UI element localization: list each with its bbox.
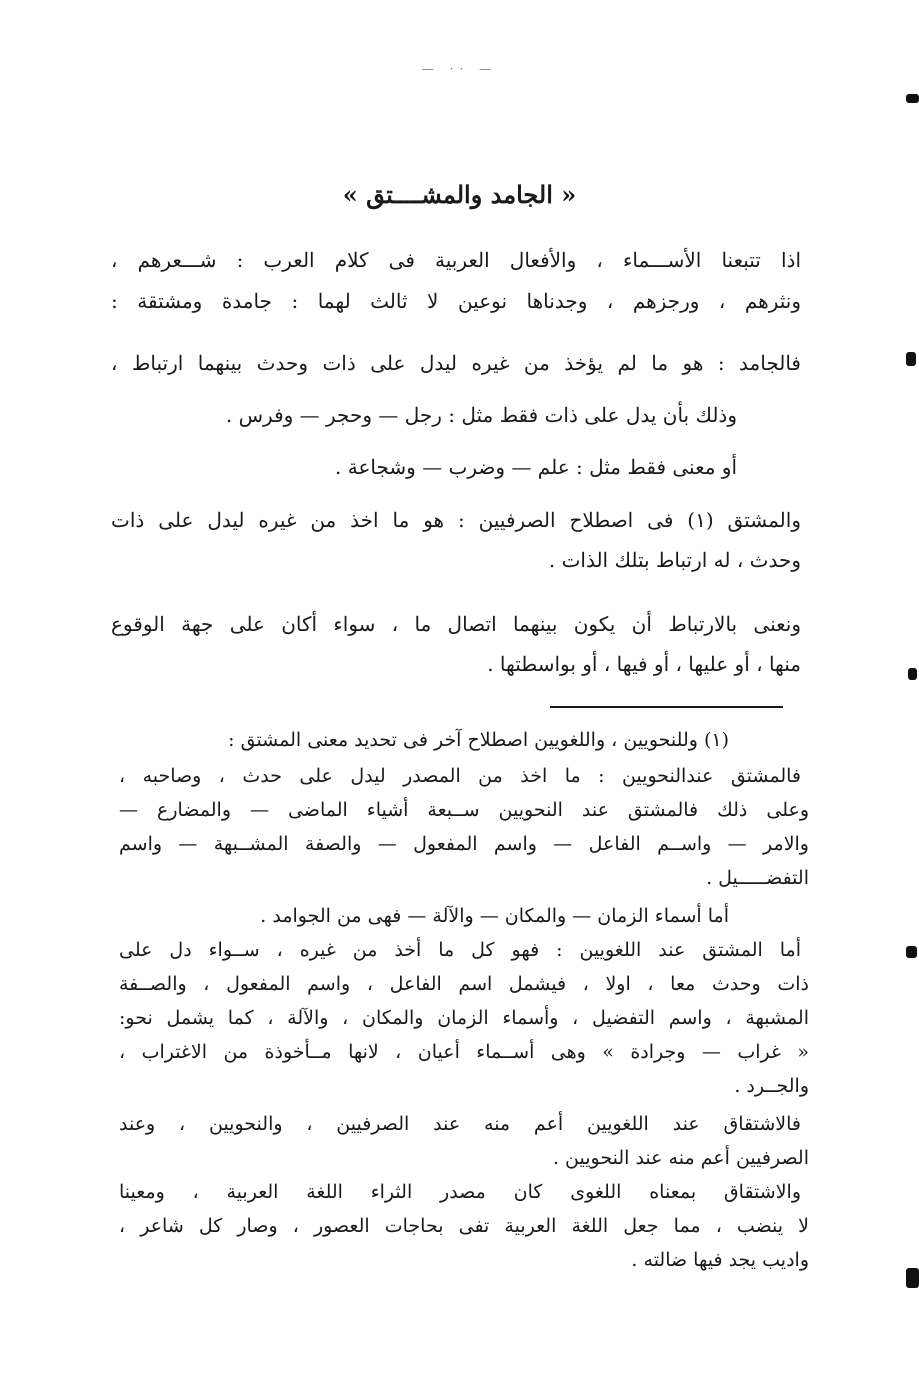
scan-edge-mark — [906, 1268, 919, 1288]
scan-edge-mark — [906, 94, 919, 103]
footnote-line: (١) وللنحويين ، واللغويين اصطلاح آخر فى تحديد معنى المشتق : — [228, 729, 729, 751]
scan-edge-mark — [906, 946, 917, 958]
body-line: ونعنى بالارتباط أن يكون بينهما اتصال ما ، سواء أكان على جهة الوقوع — [111, 612, 801, 636]
footnote-line: « غراب — وجرادة » وهى أســماء أعيان ، لانها مــأخوذة من الاغتراب ، — [119, 1041, 809, 1063]
body-line: ونثرهم ، ورجزهم ، وجدناها نوعين لا ثالث لهما : جامدة ومشتقة : — [111, 289, 801, 313]
footnote-line: لا ينضب ، مما جعل اللغة العربية تفى بحاجات العصور ، وصار كل شاعر ، — [119, 1215, 809, 1237]
footnote-line: التفضـــــيل . — [706, 867, 809, 889]
scan-edge-mark — [908, 668, 917, 680]
body-line: منها ، أو عليها ، أو فيها ، أو بواسطتها . — [487, 652, 801, 676]
footnote-line: والجــرد . — [734, 1075, 809, 1097]
footnote-line: فالاشتقاق عند اللغويين أعم منه عند الصرفيين ، والنحويين ، وعند — [119, 1113, 801, 1135]
body-line: وحدث ، له ارتباط بتلك الذات . — [548, 548, 801, 572]
page-header-mark: — ·· — — [421, 62, 498, 76]
scan-edge-mark — [906, 352, 916, 366]
footnote-line: والاشتقاق بمعناه اللغوى كان مصدر الثراء اللغة العربية ، ومعينا — [119, 1181, 801, 1203]
page-title: « الجامد والمشــــتق » — [342, 180, 577, 209]
footnote-line: فالمشتق عندالنحويين : ما اخذ من المصدر ليدل على حدث ، وصاحبه ، — [119, 765, 801, 787]
footnote-line: الصرفيين أعم منه عند النحويين . — [552, 1147, 809, 1169]
footnote-separator — [550, 706, 783, 708]
footnote-line: أما أسماء الزمان — والمكان — والآلة — فهى من الجوامد . — [260, 905, 729, 927]
body-line: أو معنى فقط مثل : علم — وضرب — وشجاعة . — [335, 455, 737, 479]
body-line: وذلك بأن يدل على ذات فقط مثل : رجل — وحجر — وفرس . — [225, 403, 737, 427]
footnote-line: واديب يجد فيها ضالته . — [631, 1249, 809, 1271]
body-line: والمشتق (١) فى اصطلاح الصرفيين : هو ما اخذ من غيره ليدل على ذات — [111, 508, 801, 532]
footnote-line: ذات وحدث معا ، اولا ، فيشمل اسم الفاعل ، واسم المفعول ، والصــفة — [119, 973, 809, 995]
body-line: اذا تتبعنا الأســـماء ، والأفعال العربية فى كلام العرب : شـــعرهم ، — [111, 248, 801, 272]
footnote-line: وعلى ذلك فالمشتق عند النحويين ســبعة أشياء الماضى — والمضارع — — [119, 799, 809, 821]
body-line: فالجامد : هو ما لم يؤخذ من غيره ليدل على ذات وحدث بينهما ارتباط ، — [111, 351, 801, 375]
footnote-line: والامر — واســم الفاعل — واسم المفعول — والصفة المشــبهة — واسم — [119, 833, 809, 855]
footnote-line: المشبهة ، واسم التفضيل ، وأسماء الزمان والمكان ، والآلة ، كما يشمل نحو: — [119, 1007, 809, 1029]
footnote-line: أما المشتق عند اللغويين : فهو كل ما أخذ من غيره ، ســواء دل على — [119, 939, 801, 961]
